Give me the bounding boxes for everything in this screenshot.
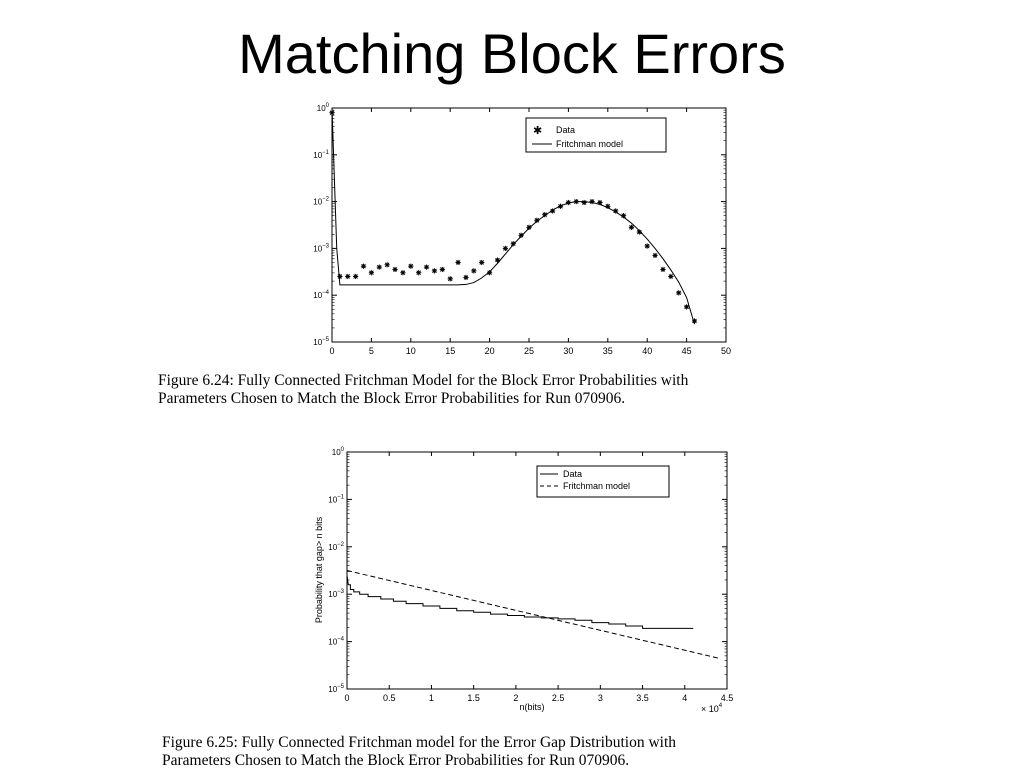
data-point [337,274,342,279]
slide-title: Matching Block Errors [238,22,786,85]
legend-data-marker: ✱ [533,125,543,137]
data-point [479,260,484,265]
caption-line: Figure 6.25: Fully Connected Fritchman model for the Error Gap Distribution with [162,734,677,751]
chart-legend [526,118,666,152]
y-tick-base: 10 [328,685,338,694]
data-point [471,268,476,273]
x-tick-label: 45 [681,346,692,356]
data-point [440,267,445,272]
y-tick-label [313,243,329,253]
data-point [455,260,460,265]
y-tick-exp: −4 [337,636,344,643]
data-point [408,264,413,269]
y-tick-exp: −3 [322,243,329,250]
y-tick-base: 10 [313,197,323,207]
figure-error-gap-chart [300,444,740,724]
data-point [645,243,650,248]
data-point [503,246,508,251]
y-tick-exp: 0 [325,103,329,109]
y-tick-base: 10 [313,291,323,301]
legend-entry-model: Fritchman model [556,139,624,149]
x-tick-label: 35 [602,346,613,356]
x-multiplier-base: × 10 [701,704,719,714]
x-tick-label: 0 [329,346,335,356]
x-tick-label: 30 [563,346,574,356]
data-point [660,267,665,272]
y-tick-base: 10 [328,542,338,552]
y-tick-exp: −4 [322,290,329,297]
figure-caption-1 [158,372,688,408]
x-axis-label: n(bits) [519,702,545,712]
x-tick-label: 20 [484,346,495,356]
y-tick-label [328,494,344,504]
y-tick-label [328,637,344,647]
x-tick-label: 1.5 [467,693,480,703]
x-tick-label: 10 [405,346,416,356]
y-tick-base: 10 [316,104,326,113]
data-point [377,265,382,270]
y-tick-label [313,150,329,160]
y-tick-label [332,447,345,457]
x-tick-label: 3 [597,693,603,703]
y-tick-exp: −2 [322,196,329,203]
data-point [432,268,437,273]
x-tick-label: 4.5 [720,693,734,703]
data-point [361,264,366,269]
x-tick-label: 2.5 [551,693,565,703]
y-tick-exp: −2 [337,541,344,548]
y-tick-base: 10 [313,244,323,254]
y-tick-base: 10 [328,495,338,505]
data-point [526,225,531,230]
y-tick-exp: 0 [340,447,344,453]
y-tick-label [328,542,344,552]
data-point [424,265,429,270]
data-point [652,253,657,258]
y-tick-label [317,103,330,113]
data-point [519,233,524,238]
y-tick-exp: −3 [337,589,344,596]
data-point [392,267,397,272]
data-point [676,290,681,295]
x-tick-label: 0 [344,693,350,703]
y-tick-exp: −5 [337,684,344,690]
data-point [668,274,673,279]
y-tick-base: 10 [328,590,338,600]
x-tick-label: 15 [445,346,456,356]
y-tick-label [328,684,344,694]
x-tick-label: 3.5 [636,693,649,703]
caption-line: Parameters Chosen to Match the Block Error Probabilities for Run 070906. [162,752,630,769]
caption-line: Parameters Chosen to Match the Block Error Probabilities for Run 070906. [158,390,626,407]
x-tick-label: 0.5 [382,693,396,703]
y-tick-label [328,589,344,599]
data-point [511,241,516,246]
data-point [463,275,468,280]
y-tick-label [313,197,329,207]
caption-line: Figure 6.24: Fully Connected Fritchman Model for the Block Error Probabilities with [158,372,689,389]
x-tick-label: 2 [513,693,519,703]
x-tick-label: 40 [642,346,653,356]
y-axis-label: Probability that gap> n bits [314,516,324,624]
y-tick-label [313,337,329,347]
data-point [353,274,358,279]
data-point [582,200,587,205]
figure-block-error-chart [300,100,740,360]
data-point [448,276,453,281]
legend-entry-data: Data [563,469,583,479]
x-tick-label: 5 [368,346,374,356]
y-tick-base: 10 [331,448,341,457]
legend-entry-model: Fritchman model [563,481,631,491]
chart-legend [537,466,669,497]
y-tick-exp: −5 [322,337,329,343]
data-point [345,274,350,279]
y-tick-base: 10 [328,637,338,647]
x-tick-label: 1 [428,693,434,703]
x-tick-label: 4 [682,693,688,703]
y-tick-exp: −1 [322,149,329,156]
figure-caption-2 [162,734,676,770]
x-multiplier [701,703,723,714]
x-multiplier-exp: 4 [718,703,723,709]
data-point [369,270,374,275]
y-tick-base: 10 [313,338,323,347]
x-tick-label: 50 [720,346,732,356]
data-point [385,262,390,267]
y-tick-label [313,290,329,300]
data-point [400,270,405,275]
data-point [416,270,421,275]
legend-entry-data: Data [556,125,576,135]
x-tick-label: 25 [523,346,535,356]
y-tick-base: 10 [313,150,323,160]
y-tick-exp: −1 [337,494,344,501]
